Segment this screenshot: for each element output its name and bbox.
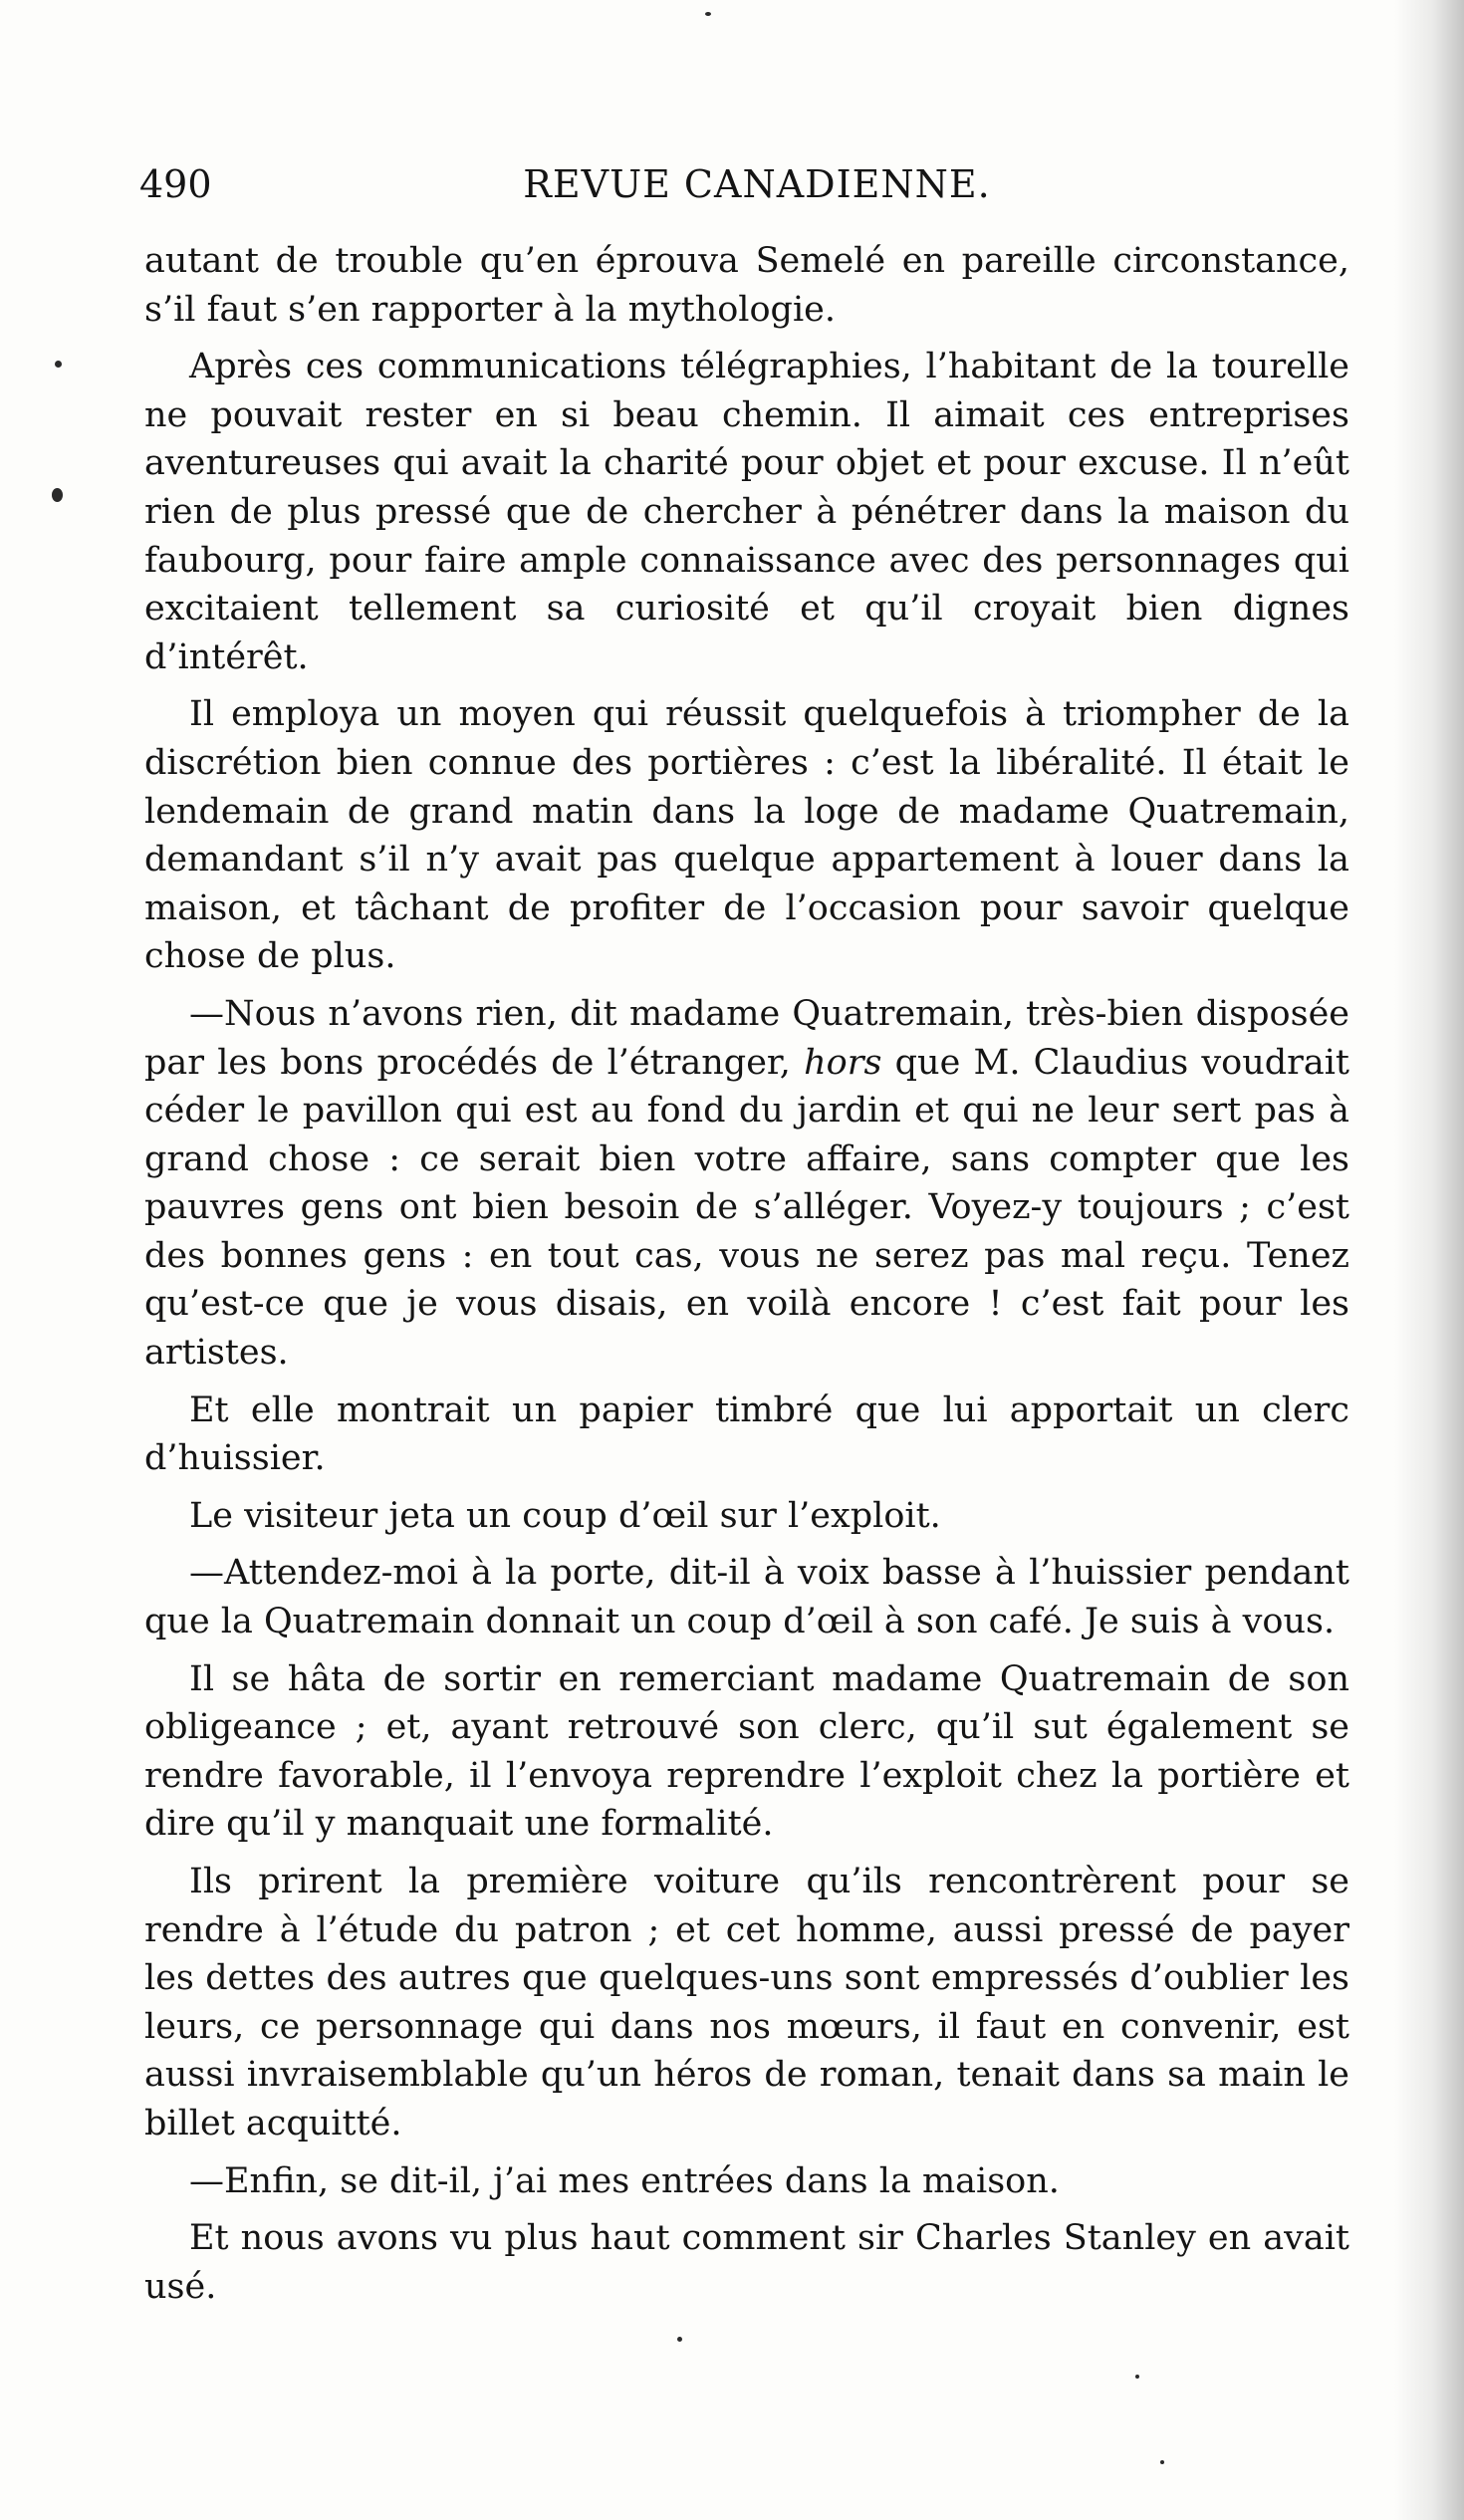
ink-speck (705, 12, 711, 16)
ink-speck (1135, 2375, 1139, 2379)
paragraph: Et elle montrait un papier timbré que lui apportait un clerc d’huissier. (144, 1389, 1349, 1479)
paragraph: Il se hâta de sortir en remerciant madame Quatremain de son obligeance ; et, ayant retrouvé son clerc, qu’il sut également se rendre favorable, il l’envoya reprendre l’exploit chez la portière et dire qu’il y manquait une formalité. (144, 1658, 1349, 1845)
ink-speck (1160, 2460, 1164, 2464)
page-header (139, 149, 1335, 219)
paragraph: Après ces communications télégraphies, l’habitant de la tourelle ne pouvait rester en si beau chemin. Il aimait ces entreprises aventureuses qui avait la charité pour objet et pour excuse. Il n’eût rien de plus pressé que de chercher à pénétrer dans la maison du faubourg, pour faire ample connaissance avec des personnages qui excitaient tellement sa curiosité et qu’il croyait bien dignes d’intérêt. (144, 347, 1349, 677)
dialogue-paragraph: —Nous n’avons rien, dit madame Quatremain, très-bien disposée par les bons procédés de l’étranger, hors que M. Claudius voudrait céder le pavillon qui est au fond du jardin et qui ne leur sert pas à grand chose : ce serait bien votre affaire, sans compter que les pauvres gens ont bien besoin de s’alléger. Voyez-y toujours ; c’est des bonnes gens : en tout cas, vous ne serez pas mal reçu. Tenez qu’est-ce que je vous disais, en voilà encore ! c’est fait pour les artistes. (144, 993, 1350, 1374)
page-edge-shadow (1394, 0, 1464, 2520)
paragraph: autant de trouble qu’en éprouva Semelé en pareille circonstance, s’il faut s’en rapporter à la mythologie. (144, 241, 1349, 330)
paragraph: Le visiteur jeta un coup d’œil sur l’exploit. (189, 1495, 941, 1536)
paragraph: Il employa un moyen qui réussit quelquefois à triompher de la discrétion bien connue des portières : c’est la libéralité. Il était le lendemain de grand matin dans la loge de madame Quatremain, demandant s’il n’y avait pas quelque appartement à louer dans la maison, et tâchant de profiter de l’occasion pour savoir quelque chose de plus. (144, 694, 1349, 977)
ink-speck (52, 488, 63, 502)
emphasis-hors: hors (804, 1042, 882, 1083)
dialogue-paragraph: —Enfin, se dit-il, j’ai mes entrées dans la maison. (189, 2160, 1060, 2201)
paragraph: Ils prirent la première voiture qu’ils rencontrèrent pour se rendre à l’étude du patron ; et cet homme, aussi pressé de payer les dettes des autres que quelques-uns sont empressés d’oublier les leurs, ce personnage qui dans nos mœurs, il faut en convenir, est aussi invraisemblable qu’un héros de roman, tenait dans sa main le billet acquitté. (144, 1862, 1349, 2143)
ink-speck (55, 361, 62, 368)
paragraph: Et nous avons vu plus haut comment sir Charles Stanley en avait usé. (144, 2218, 1349, 2307)
dialogue-paragraph: —Attendez-moi à la porte, dit-il à voix basse à l’huissier pendant que la Quatremain donnait un coup d’œil à son café. Je suis à vous. (144, 1553, 1349, 1642)
body-text (144, 237, 1349, 2311)
ink-speck (677, 2337, 682, 2342)
page-number: 490 (139, 162, 212, 206)
running-title: REVUE CANADIENNE. (523, 162, 991, 206)
